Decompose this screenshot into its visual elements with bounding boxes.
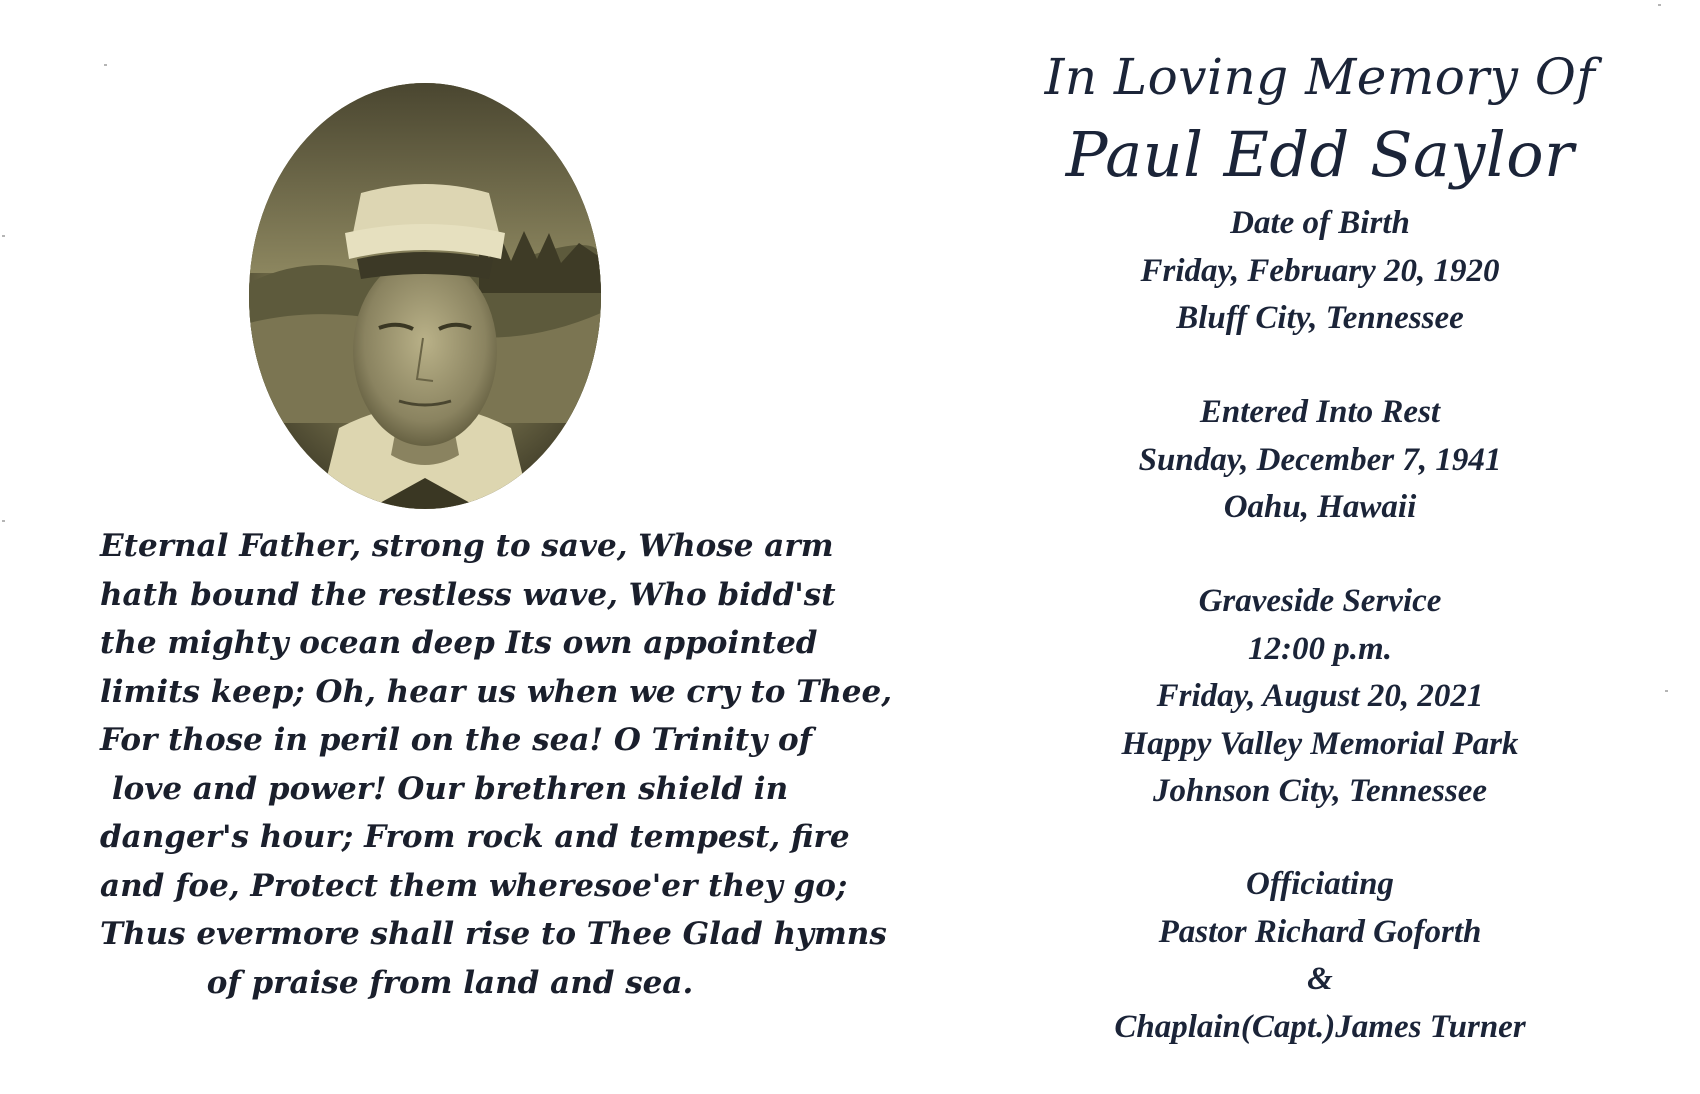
officiant-name: Chaplain(Capt.)James Turner	[1114, 1008, 1526, 1045]
officiant-conjunction: &	[1307, 961, 1333, 997]
memorial-heading: In Loving Memory Of	[1044, 48, 1596, 106]
rest-label: Entered Into Rest	[1199, 394, 1441, 430]
officiant-name: Pastor Richard Goforth	[1158, 913, 1482, 950]
memorial-portrait-photo	[249, 83, 601, 509]
hymn-line: danger's hour; From rock and tempest, fire	[100, 819, 850, 855]
hymn-line: love and power! Our brethren shield in	[111, 770, 789, 807]
birth-label: Date of Birth	[1230, 205, 1410, 241]
left-panel	[100, 0, 893, 1094]
hymn-line: Thus evermore shall rise to Thee Glad hymns	[100, 916, 887, 952]
scan-speck	[1665, 690, 1668, 692]
service-place: Johnson City, Tennessee	[1152, 773, 1488, 809]
service-date: Friday, August 20, 2021	[1156, 678, 1484, 714]
rest-date: Sunday, December 7, 1941	[1138, 441, 1502, 478]
service-time: 12:00 p.m.	[1248, 630, 1392, 667]
officiating-label: Officiating	[1246, 866, 1394, 902]
service-venue: Happy Valley Memorial Park	[1121, 725, 1519, 762]
service-label: Graveside Service	[1198, 583, 1442, 619]
hymn-line: of praise from land and sea.	[206, 964, 694, 1001]
scan-speck	[104, 64, 107, 66]
birth-place: Bluff City, Tennessee	[1176, 300, 1464, 336]
birth-section	[1040, 200, 1600, 343]
hymn-line: hath bound the restless wave, Who bidd'st	[100, 576, 836, 613]
service-section	[1040, 578, 1600, 816]
hymn-line: and foe, Protect them wheresoe'er they go;	[100, 867, 848, 904]
deceased-name: Paul Edd Saylor	[1065, 118, 1575, 191]
officiating-section	[1040, 861, 1600, 1051]
rest-section	[1040, 389, 1600, 532]
hymn-verse	[100, 522, 893, 1007]
hymn-line: Eternal Father, strong to save, Whose arm	[100, 528, 834, 564]
scan-speck	[1658, 4, 1661, 6]
right-panel	[1040, 0, 1600, 1094]
hymn-line: the mighty ocean deep Its own appointed	[100, 625, 818, 661]
birth-date: Friday, February 20, 1920	[1140, 252, 1500, 289]
hymn-line: For those in peril on the sea! O Trinity of	[100, 722, 813, 758]
sailor-portrait-image	[249, 83, 601, 509]
scan-speck	[2, 235, 5, 237]
hymn-line: limits keep; Oh, hear us when we cry to Thee,	[100, 673, 893, 710]
rest-place: Oahu, Hawaii	[1223, 489, 1417, 525]
scan-speck	[2, 520, 5, 522]
